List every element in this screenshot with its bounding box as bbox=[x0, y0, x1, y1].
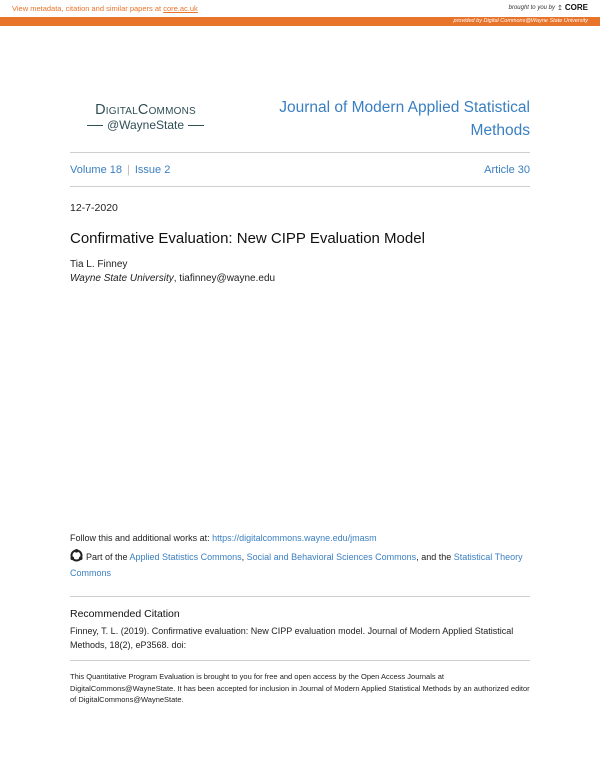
paper-title: Confirmative Evaluation: New CIPP Evaluation Model bbox=[70, 230, 425, 247]
brought-to-you-text: brought to you by bbox=[508, 4, 555, 11]
volume-link[interactable]: Volume 18 bbox=[70, 164, 122, 176]
core-logo-icon: ↥ bbox=[557, 4, 563, 12]
core-banner bbox=[0, 0, 600, 17]
follow-text: Follow this and additional works at: bbox=[70, 533, 213, 543]
journal-title-link[interactable]: Journal of Modern Applied Statistical Methods bbox=[279, 99, 530, 139]
author-email: , tiafinney@wayne.edu bbox=[173, 273, 276, 284]
logo-bottom-row bbox=[78, 118, 213, 132]
header-divider bbox=[70, 152, 530, 153]
part-of-sep2: , and the bbox=[416, 552, 454, 562]
logo-dash-left bbox=[87, 125, 103, 126]
recommended-citation-heading: Recommended Citation bbox=[70, 608, 180, 620]
network-icon bbox=[70, 549, 83, 562]
article-link[interactable]: Article 30 bbox=[484, 164, 530, 176]
part-of-sep1: , bbox=[241, 552, 247, 562]
logo-top-text: DigitalCommons bbox=[95, 102, 196, 118]
author-affiliation bbox=[70, 273, 275, 284]
part-of-line bbox=[70, 549, 532, 581]
core-metadata-notice bbox=[12, 4, 198, 13]
issue-link[interactable]: Issue 2 bbox=[134, 164, 171, 176]
issue-divider bbox=[70, 186, 530, 187]
logo-dash-right bbox=[188, 125, 204, 126]
core-link[interactable]: core.ac.uk bbox=[163, 4, 198, 13]
publication-date: 12-7-2020 bbox=[70, 202, 118, 214]
follow-link[interactable]: https://digitalcommons.wayne.edu/jmasm bbox=[212, 533, 377, 543]
provided-by-text[interactable]: provided by Digital Commons@Wayne State University bbox=[453, 18, 588, 24]
part-of-prefix: Part of the bbox=[86, 552, 130, 562]
core-metadata-text: View metadata, citation and similar papers at bbox=[12, 4, 164, 13]
issue-separator: | bbox=[126, 164, 130, 176]
access-note: This Quantitative Program Evaluation is brought to you for free and open access by the Open Access Journals at DigitalCommons@WayneState. It has been accepted for inclusion in Journal of Modern Applied Statistical Methods by an authorized editor of DigitalCommons@WayneState. bbox=[70, 672, 530, 704]
author-name: Tia L. Finney bbox=[70, 259, 128, 270]
applied-statistics-commons-link[interactable]: Applied Statistics Commons bbox=[129, 552, 242, 562]
affiliation-name: Wayne State University bbox=[70, 273, 174, 284]
core-brand[interactable] bbox=[509, 3, 588, 12]
note-divider bbox=[70, 660, 530, 661]
core-logo-text: CORE bbox=[564, 3, 588, 12]
citation-text: Finney, T. L. (2019). Confirmative evaluation: New CIPP evaluation model. Journal of Modern Applied Statistical Methods, 18(2), eP3568. doi: bbox=[70, 626, 514, 650]
provided-by-bar bbox=[0, 17, 600, 26]
follow-line bbox=[70, 533, 377, 543]
digital-commons-logo[interactable] bbox=[78, 102, 213, 132]
issue-info-row bbox=[70, 164, 530, 176]
logo-bottom-text: @WayneState bbox=[106, 118, 185, 132]
statistical-theory-commons-link[interactable]: Statistical Theory Commons bbox=[70, 552, 523, 578]
social-behavioral-commons-link[interactable]: Social and Behavioral Sciences Commons bbox=[246, 552, 417, 562]
recommended-divider bbox=[70, 596, 530, 597]
